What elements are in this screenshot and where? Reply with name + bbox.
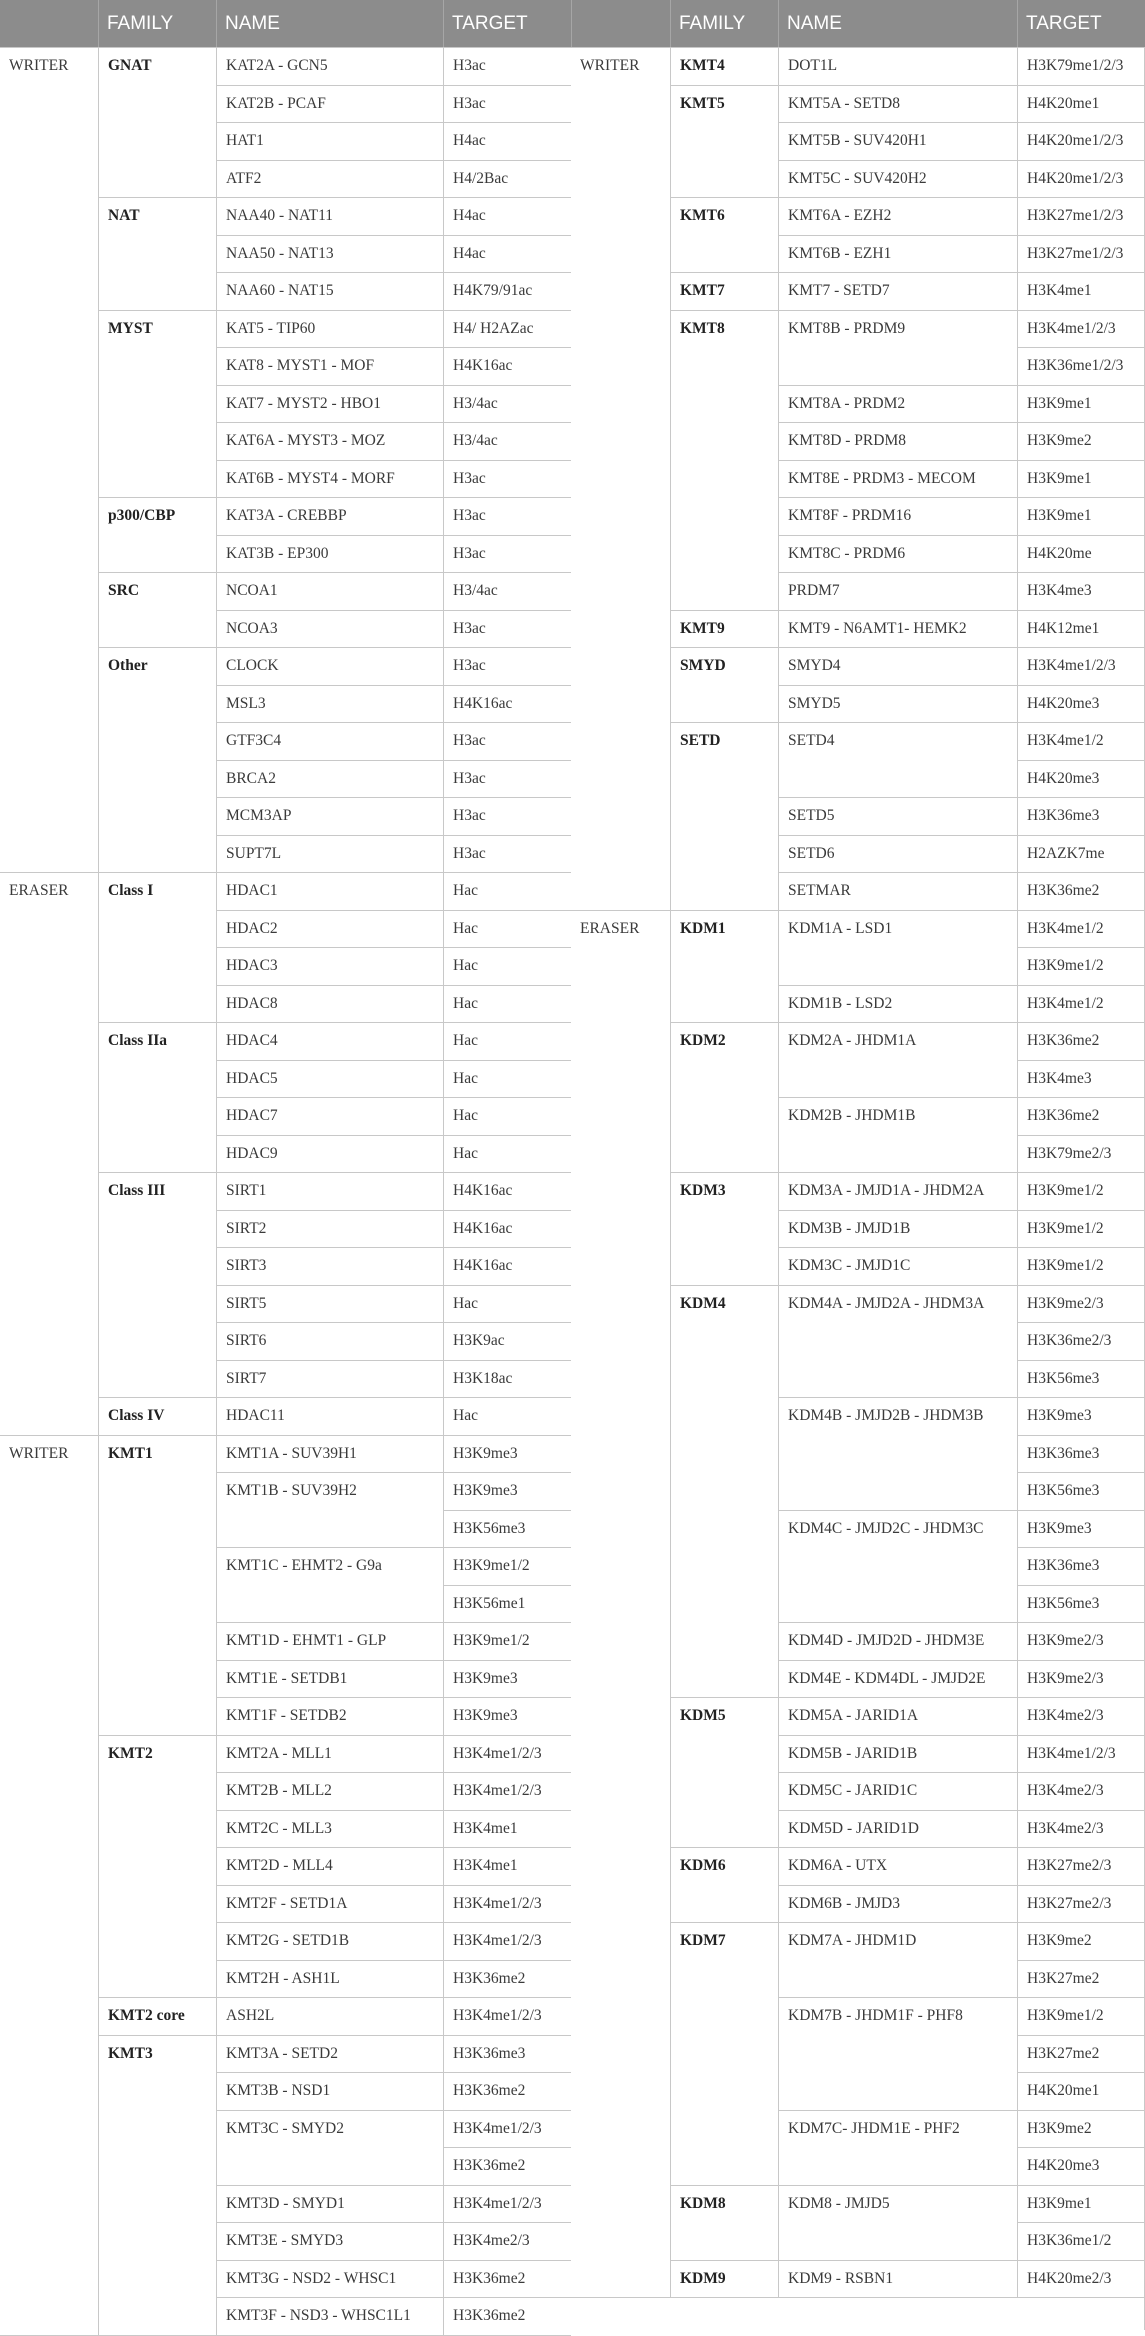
target-cell: H3K9me1/2 <box>1017 1210 1145 1248</box>
target-cell: H3K36me2 <box>443 2072 571 2110</box>
gene-name-cell: KMT1A - SUV39H1 <box>216 1435 443 1473</box>
family-cell: SRC <box>98 572 216 647</box>
family-cell: KMT3 <box>98 2035 216 2335</box>
family-cell: Class III <box>98 1172 216 1397</box>
family-cell: KMT2 <box>98 1735 216 1998</box>
gene-name-cell: KMT2A - MLL1 <box>216 1735 443 1773</box>
target-cell: H3K27me2/3 <box>1017 1847 1145 1885</box>
gene-name-cell: HAT1 <box>216 122 443 160</box>
target-cell: H3ac <box>443 797 571 835</box>
header-name: NAME <box>225 13 280 34</box>
target-cell: H3K27me2 <box>1017 2035 1145 2073</box>
gene-name-cell: KDM4D - JMJD2D - JHDM3E <box>778 1622 1017 1660</box>
gene-name-cell: KAT2B - PCAF <box>216 85 443 123</box>
target-cell: H3K9me3 <box>443 1472 571 1510</box>
gene-name-cell: NAA60 - NAT15 <box>216 272 443 310</box>
gene-name-cell: KDM5D - JARID1D <box>778 1810 1017 1848</box>
gene-name-cell: KMT1D - EHMT1 - GLP <box>216 1622 443 1660</box>
family-cell: KDM9 <box>670 2260 778 2298</box>
target-cell: H3K9me3 <box>443 1697 571 1735</box>
target-cell: H3K36me2 <box>443 2297 571 2335</box>
header-name: NAME <box>787 13 842 34</box>
family-cell: SETD <box>670 722 778 910</box>
target-cell: H3K56me3 <box>1017 1472 1145 1510</box>
gene-name-cell: KMT3A - SETD2 <box>216 2035 443 2073</box>
target-cell: H3K9me2 <box>1017 422 1145 460</box>
gene-name-cell: KAT2A - GCN5 <box>216 47 443 85</box>
header-family: FAMILY <box>107 13 174 34</box>
header-separator <box>1017 0 1018 47</box>
target-cell: H3K56me1 <box>443 1585 571 1623</box>
family-cell: Other <box>98 647 216 872</box>
gene-name-cell: KAT6B - MYST4 - MORF <box>216 460 443 498</box>
target-cell: H3K56me3 <box>1017 1585 1145 1623</box>
gene-name-cell: KDM1B - LSD2 <box>778 985 1017 1023</box>
gene-name-cell: HDAC8 <box>216 985 443 1023</box>
gene-name-cell: ASH2L <box>216 1997 443 2035</box>
target-cell: H3K9me1 <box>1017 497 1145 535</box>
target-cell: H4K16ac <box>443 1210 571 1248</box>
target-cell: H4K20me2/3 <box>1017 2260 1145 2298</box>
target-cell: H3K9me1/2 <box>1017 1172 1145 1210</box>
header-separator <box>571 0 572 47</box>
target-cell: H3K9me1/2 <box>443 1547 571 1585</box>
family-cell: Class I <box>98 872 216 1022</box>
gene-name-cell: SIRT1 <box>216 1172 443 1210</box>
target-cell: H3ac <box>443 760 571 798</box>
family-cell: NAT <box>98 197 216 310</box>
table-bottom-border <box>571 2297 1145 2298</box>
gene-name-cell: HDAC2 <box>216 910 443 948</box>
header-target: TARGET <box>1026 13 1102 34</box>
target-cell: H3K4me1/2/3 <box>443 1772 571 1810</box>
category-cell: WRITER <box>0 1435 98 2335</box>
family-cell: SMYD <box>670 647 778 722</box>
gene-name-cell: KMT8B - PRDM9 <box>778 310 1017 385</box>
gene-name-cell: KMT2F - SETD1A <box>216 1885 443 1923</box>
target-cell: H3K9me3 <box>443 1660 571 1698</box>
family-cell: KMT6 <box>670 197 778 272</box>
target-cell: H4K12me1 <box>1017 610 1145 648</box>
target-cell: H3ac <box>443 722 571 760</box>
gene-name-cell: KDM7A - JHDM1D <box>778 1922 1017 1997</box>
gene-name-cell: KDM9 - RSBN1 <box>778 2260 1017 2298</box>
gene-name-cell: KMT8C - PRDM6 <box>778 535 1017 573</box>
target-cell: H3K36me2 <box>443 2147 571 2185</box>
target-cell: H3K9me3 <box>443 1435 571 1473</box>
target-cell: H3K56me3 <box>1017 1360 1145 1398</box>
family-cell: KDM4 <box>670 1285 778 1698</box>
gene-name-cell: KMT6B - EZH1 <box>778 235 1017 273</box>
family-cell: KMT2 core <box>98 1997 216 2035</box>
header-separator <box>443 0 444 47</box>
target-cell: H3K9me1/2 <box>1017 1247 1145 1285</box>
target-cell: H3K9me2/3 <box>1017 1660 1145 1698</box>
gene-name-cell: KAT7 - MYST2 - HBO1 <box>216 385 443 423</box>
target-cell: H3/4ac <box>443 385 571 423</box>
family-cell: p300/CBP <box>98 497 216 572</box>
target-cell: H4K20me3 <box>1017 2147 1145 2185</box>
target-cell: H4K20me1/2/3 <box>1017 160 1145 198</box>
target-cell: H3ac <box>443 85 571 123</box>
gene-name-cell: KAT3A - CREBBP <box>216 497 443 535</box>
gene-name-cell: KDM4A - JMJD2A - JHDM3A <box>778 1285 1017 1398</box>
gene-name-cell: KMT3D - SMYD1 <box>216 2185 443 2223</box>
gene-name-cell: SETD5 <box>778 797 1017 835</box>
gene-name-cell: NCOA3 <box>216 610 443 648</box>
target-cell: H3K36me1/2/3 <box>1017 347 1145 385</box>
table-bottom-border <box>0 2335 571 2336</box>
gene-name-cell: KDM1A - LSD1 <box>778 910 1017 985</box>
target-cell: H3K4me1/2/3 <box>443 2110 571 2148</box>
target-cell: H3K4me1/2 <box>1017 910 1145 948</box>
gene-name-cell: KDM4B - JMJD2B - JHDM3B <box>778 1397 1017 1510</box>
target-cell: H3K4me2/3 <box>443 2222 571 2260</box>
target-cell: H3K79me2/3 <box>1017 1135 1145 1173</box>
family-cell: KMT7 <box>670 272 778 310</box>
target-cell: H3K4me2/3 <box>1017 1697 1145 1735</box>
target-cell: H4K79/91ac <box>443 272 571 310</box>
gene-name-cell: KMT1F - SETDB2 <box>216 1697 443 1735</box>
gene-name-cell: CLOCK <box>216 647 443 685</box>
gene-name-cell: KMT2C - MLL3 <box>216 1810 443 1848</box>
gene-name-cell: KMT8A - PRDM2 <box>778 385 1017 423</box>
target-cell: H3K36me2 <box>1017 872 1145 910</box>
target-cell: H3K36me2 <box>443 1960 571 1998</box>
gene-name-cell: HDAC11 <box>216 1397 443 1435</box>
family-cell: KDM2 <box>670 1022 778 1172</box>
gene-name-cell: SMYD4 <box>778 647 1017 685</box>
gene-name-cell: SETD6 <box>778 835 1017 873</box>
gene-name-cell: KDM3B - JMJD1B <box>778 1210 1017 1248</box>
family-cell: KMT1 <box>98 1435 216 1735</box>
category-cell: WRITER <box>571 47 670 910</box>
target-cell: H3K9me3 <box>1017 1510 1145 1548</box>
gene-name-cell: KMT5C - SUV420H2 <box>778 160 1017 198</box>
gene-name-cell: KMT2D - MLL4 <box>216 1847 443 1885</box>
target-cell: H3ac <box>443 835 571 873</box>
gene-name-cell: PRDM7 <box>778 572 1017 610</box>
target-cell: H3K9me1 <box>1017 385 1145 423</box>
gene-name-cell: SETMAR <box>778 872 1017 910</box>
target-cell: H3K4me3 <box>1017 572 1145 610</box>
header-separator <box>216 0 217 47</box>
header-separator <box>98 0 99 47</box>
gene-name-cell: KMT3G - NSD2 - WHSC1 <box>216 2260 443 2298</box>
gene-name-cell: KMT3E - SMYD3 <box>216 2222 443 2260</box>
target-cell: H3K18ac <box>443 1360 571 1398</box>
gene-name-cell: KMT3C - SMYD2 <box>216 2110 443 2185</box>
family-cell: KMT8 <box>670 310 778 610</box>
target-cell: H3K4me1/2 <box>1017 985 1145 1023</box>
header-family: FAMILY <box>679 13 746 34</box>
gene-name-cell: KMT6A - EZH2 <box>778 197 1017 235</box>
family-cell: KDM5 <box>670 1697 778 1847</box>
family-cell: KDM8 <box>670 2185 778 2260</box>
target-cell: H3K9me1/2 <box>1017 947 1145 985</box>
gene-name-cell: SIRT7 <box>216 1360 443 1398</box>
target-cell: H4ac <box>443 122 571 160</box>
target-cell: H4K20me1 <box>1017 85 1145 123</box>
gene-name-cell: KDM4E - KDM4DL - JMJD2E <box>778 1660 1017 1698</box>
target-cell: H3K4me1/2/3 <box>443 2185 571 2223</box>
target-cell: H3K4me1/2/3 <box>1017 310 1145 348</box>
target-cell: H3K36me3 <box>1017 797 1145 835</box>
target-cell: H3/4ac <box>443 572 571 610</box>
family-cell: KDM3 <box>670 1172 778 1285</box>
target-cell: H3K36me3 <box>443 2035 571 2073</box>
target-cell: H3K9ac <box>443 1322 571 1360</box>
target-cell: H3K27me2 <box>1017 1960 1145 1998</box>
gene-name-cell: KDM5A - JARID1A <box>778 1697 1017 1735</box>
gene-name-cell: KMT8E - PRDM3 - MECOM <box>778 460 1017 498</box>
target-cell: H3K9me1 <box>1017 2185 1145 2223</box>
target-cell: Hac <box>443 1285 571 1323</box>
gene-name-cell: NAA40 - NAT11 <box>216 197 443 235</box>
gene-name-cell: KDM5B - JARID1B <box>778 1735 1017 1773</box>
target-cell: H3ac <box>443 47 571 85</box>
gene-name-cell: HDAC3 <box>216 947 443 985</box>
gene-name-cell: KDM6A - UTX <box>778 1847 1017 1885</box>
target-cell: Hac <box>443 947 571 985</box>
header-target: TARGET <box>452 13 528 34</box>
gene-name-cell: SMYD5 <box>778 685 1017 723</box>
gene-name-cell: NAA50 - NAT13 <box>216 235 443 273</box>
gene-name-cell: SUPT7L <box>216 835 443 873</box>
gene-name-cell: GTF3C4 <box>216 722 443 760</box>
gene-name-cell: KMT1E - SETDB1 <box>216 1660 443 1698</box>
target-cell: H3K4me2/3 <box>1017 1810 1145 1848</box>
gene-name-cell: KMT7 - SETD7 <box>778 272 1017 310</box>
target-cell: H3K79me1/2/3 <box>1017 47 1145 85</box>
family-cell: KMT4 <box>670 47 778 85</box>
target-cell: H3K9me1/2 <box>1017 1997 1145 2035</box>
gene-name-cell: KDM8 - JMJD5 <box>778 2185 1017 2260</box>
target-cell: H3K27me2/3 <box>1017 1885 1145 1923</box>
gene-name-cell: KMT1C - EHMT2 - G9a <box>216 1547 443 1622</box>
target-cell: H4K20me1 <box>1017 2072 1145 2110</box>
gene-name-cell: KMT8D - PRDM8 <box>778 422 1017 460</box>
gene-name-cell: MCM3AP <box>216 797 443 835</box>
target-cell: H3K4me1/2/3 <box>443 1997 571 2035</box>
family-cell: Class IIa <box>98 1022 216 1172</box>
target-cell: H3K4me1 <box>443 1847 571 1885</box>
gene-name-cell: SETD4 <box>778 722 1017 797</box>
family-cell: KDM7 <box>670 1922 778 2185</box>
target-cell: H3K9me1/2 <box>443 1622 571 1660</box>
target-cell: H3K36me3 <box>1017 1435 1145 1473</box>
gene-name-cell: KMT8F - PRDM16 <box>778 497 1017 535</box>
category-cell: ERASER <box>571 910 670 2298</box>
target-cell: H3K36me2 <box>1017 1097 1145 1135</box>
family-cell: KMT5 <box>670 85 778 198</box>
target-cell: H3ac <box>443 497 571 535</box>
target-cell: H3K27me1/2/3 <box>1017 197 1145 235</box>
target-cell: H3ac <box>443 535 571 573</box>
target-cell: Hac <box>443 985 571 1023</box>
gene-name-cell: KAT8 - MYST1 - MOF <box>216 347 443 385</box>
target-cell: H3K36me1/2 <box>1017 2222 1145 2260</box>
gene-name-cell: KDM6B - JMJD3 <box>778 1885 1017 1923</box>
target-cell: H4K16ac <box>443 685 571 723</box>
target-cell: H4ac <box>443 197 571 235</box>
gene-name-cell: MSL3 <box>216 685 443 723</box>
target-cell: H4/ H2AZac <box>443 310 571 348</box>
target-cell: H3ac <box>443 610 571 648</box>
gene-name-cell: KMT5B - SUV420H1 <box>778 122 1017 160</box>
target-cell: H3ac <box>443 647 571 685</box>
gene-name-cell: KMT3F - NSD3 - WHSC1L1 <box>216 2297 443 2335</box>
gene-name-cell: KDM2A - JHDM1A <box>778 1022 1017 1097</box>
target-cell: Hac <box>443 872 571 910</box>
target-cell: H3K56me3 <box>443 1510 571 1548</box>
target-cell: H3K36me2/3 <box>1017 1322 1145 1360</box>
target-cell: Hac <box>443 1097 571 1135</box>
target-cell: H3K9me1 <box>1017 460 1145 498</box>
gene-name-cell: SIRT5 <box>216 1285 443 1323</box>
gene-name-cell: KAT3B - EP300 <box>216 535 443 573</box>
gene-name-cell: KMT3B - NSD1 <box>216 2072 443 2110</box>
family-cell: KMT9 <box>670 610 778 648</box>
family-cell: Class IV <box>98 1397 216 1435</box>
target-cell: H3K27me1/2/3 <box>1017 235 1145 273</box>
target-cell: Hac <box>443 910 571 948</box>
gene-name-cell: ATF2 <box>216 160 443 198</box>
gene-name-cell: KMT1B - SUV39H2 <box>216 1472 443 1547</box>
gene-name-cell: KAT5 - TIP60 <box>216 310 443 348</box>
target-cell: Hac <box>443 1397 571 1435</box>
target-cell: H3K4me1/2/3 <box>1017 647 1145 685</box>
target-cell: H4K20me3 <box>1017 685 1145 723</box>
gene-name-cell: KDM3C - JMJD1C <box>778 1247 1017 1285</box>
target-cell: H3K9me2 <box>1017 2110 1145 2148</box>
target-cell: H3K4me3 <box>1017 1060 1145 1098</box>
gene-name-cell: HDAC5 <box>216 1060 443 1098</box>
target-cell: H3K4me1/2/3 <box>443 1885 571 1923</box>
target-cell: H4/2Bac <box>443 160 571 198</box>
gene-name-cell: KMT2H - ASH1L <box>216 1960 443 1998</box>
target-cell: H4K16ac <box>443 347 571 385</box>
gene-name-cell: DOT1L <box>778 47 1017 85</box>
gene-name-cell: KMT5A - SETD8 <box>778 85 1017 123</box>
target-cell: H3K4me1/2/3 <box>1017 1735 1145 1773</box>
target-cell: H3/4ac <box>443 422 571 460</box>
family-cell: KDM6 <box>670 1847 778 1922</box>
target-cell: H4K20me <box>1017 535 1145 573</box>
gene-name-cell: KDM7C- JHDM1E - PHF2 <box>778 2110 1017 2185</box>
gene-name-cell: HDAC1 <box>216 872 443 910</box>
target-cell: H4K16ac <box>443 1172 571 1210</box>
gene-name-cell: KDM2B - JHDM1B <box>778 1097 1017 1172</box>
gene-name-cell: KDM3A - JMJD1A - JHDM2A <box>778 1172 1017 1210</box>
target-cell: H4K16ac <box>443 1247 571 1285</box>
target-cell: H3K4me2/3 <box>1017 1772 1145 1810</box>
gene-name-cell: KDM5C - JARID1C <box>778 1772 1017 1810</box>
header-separator <box>778 0 779 47</box>
gene-name-cell: HDAC7 <box>216 1097 443 1135</box>
target-cell: Hac <box>443 1022 571 1060</box>
gene-name-cell: KDM7B - JHDM1F - PHF8 <box>778 1997 1017 2110</box>
target-cell: H3K36me2 <box>443 2260 571 2298</box>
target-cell: H3K9me2/3 <box>1017 1285 1145 1323</box>
gene-name-cell: BRCA2 <box>216 760 443 798</box>
gene-name-cell: KAT6A - MYST3 - MOZ <box>216 422 443 460</box>
gene-name-cell: KDM4C - JMJD2C - JHDM3C <box>778 1510 1017 1623</box>
header-separator <box>670 0 671 47</box>
gene-name-cell: KMT2G - SETD1B <box>216 1922 443 1960</box>
gene-name-cell: KMT2B - MLL2 <box>216 1772 443 1810</box>
category-cell: WRITER <box>0 47 98 872</box>
gene-name-cell: NCOA1 <box>216 572 443 610</box>
gene-name-cell: SIRT3 <box>216 1247 443 1285</box>
target-cell: H3K4me1/2 <box>1017 722 1145 760</box>
target-cell: H3K4me1 <box>1017 272 1145 310</box>
target-cell: H3K4me1 <box>443 1810 571 1848</box>
target-cell: H4K20me3 <box>1017 760 1145 798</box>
gene-name-cell: HDAC4 <box>216 1022 443 1060</box>
target-cell: H4K20me1/2/3 <box>1017 122 1145 160</box>
target-cell: H3ac <box>443 460 571 498</box>
target-cell: H4ac <box>443 235 571 273</box>
target-cell: H3K4me1/2/3 <box>443 1735 571 1773</box>
gene-name-cell: SIRT6 <box>216 1322 443 1360</box>
gene-name-cell: SIRT2 <box>216 1210 443 1248</box>
target-cell: Hac <box>443 1135 571 1173</box>
target-cell: H3K4me1/2/3 <box>443 1922 571 1960</box>
gene-name-cell: HDAC9 <box>216 1135 443 1173</box>
family-cell: MYST <box>98 310 216 498</box>
category-cell: ERASER <box>0 872 98 1435</box>
family-cell: GNAT <box>98 47 216 197</box>
gene-name-cell: KMT9 - N6AMT1- HEMK2 <box>778 610 1017 648</box>
target-cell: H3K36me2 <box>1017 1022 1145 1060</box>
target-cell: H2AZK7me <box>1017 835 1145 873</box>
target-cell: H3K36me3 <box>1017 1547 1145 1585</box>
target-cell: Hac <box>443 1060 571 1098</box>
target-cell: H3K9me3 <box>1017 1397 1145 1435</box>
target-cell: H3K9me2 <box>1017 1922 1145 1960</box>
family-cell: KDM1 <box>670 910 778 1023</box>
target-cell: H3K9me2/3 <box>1017 1622 1145 1660</box>
